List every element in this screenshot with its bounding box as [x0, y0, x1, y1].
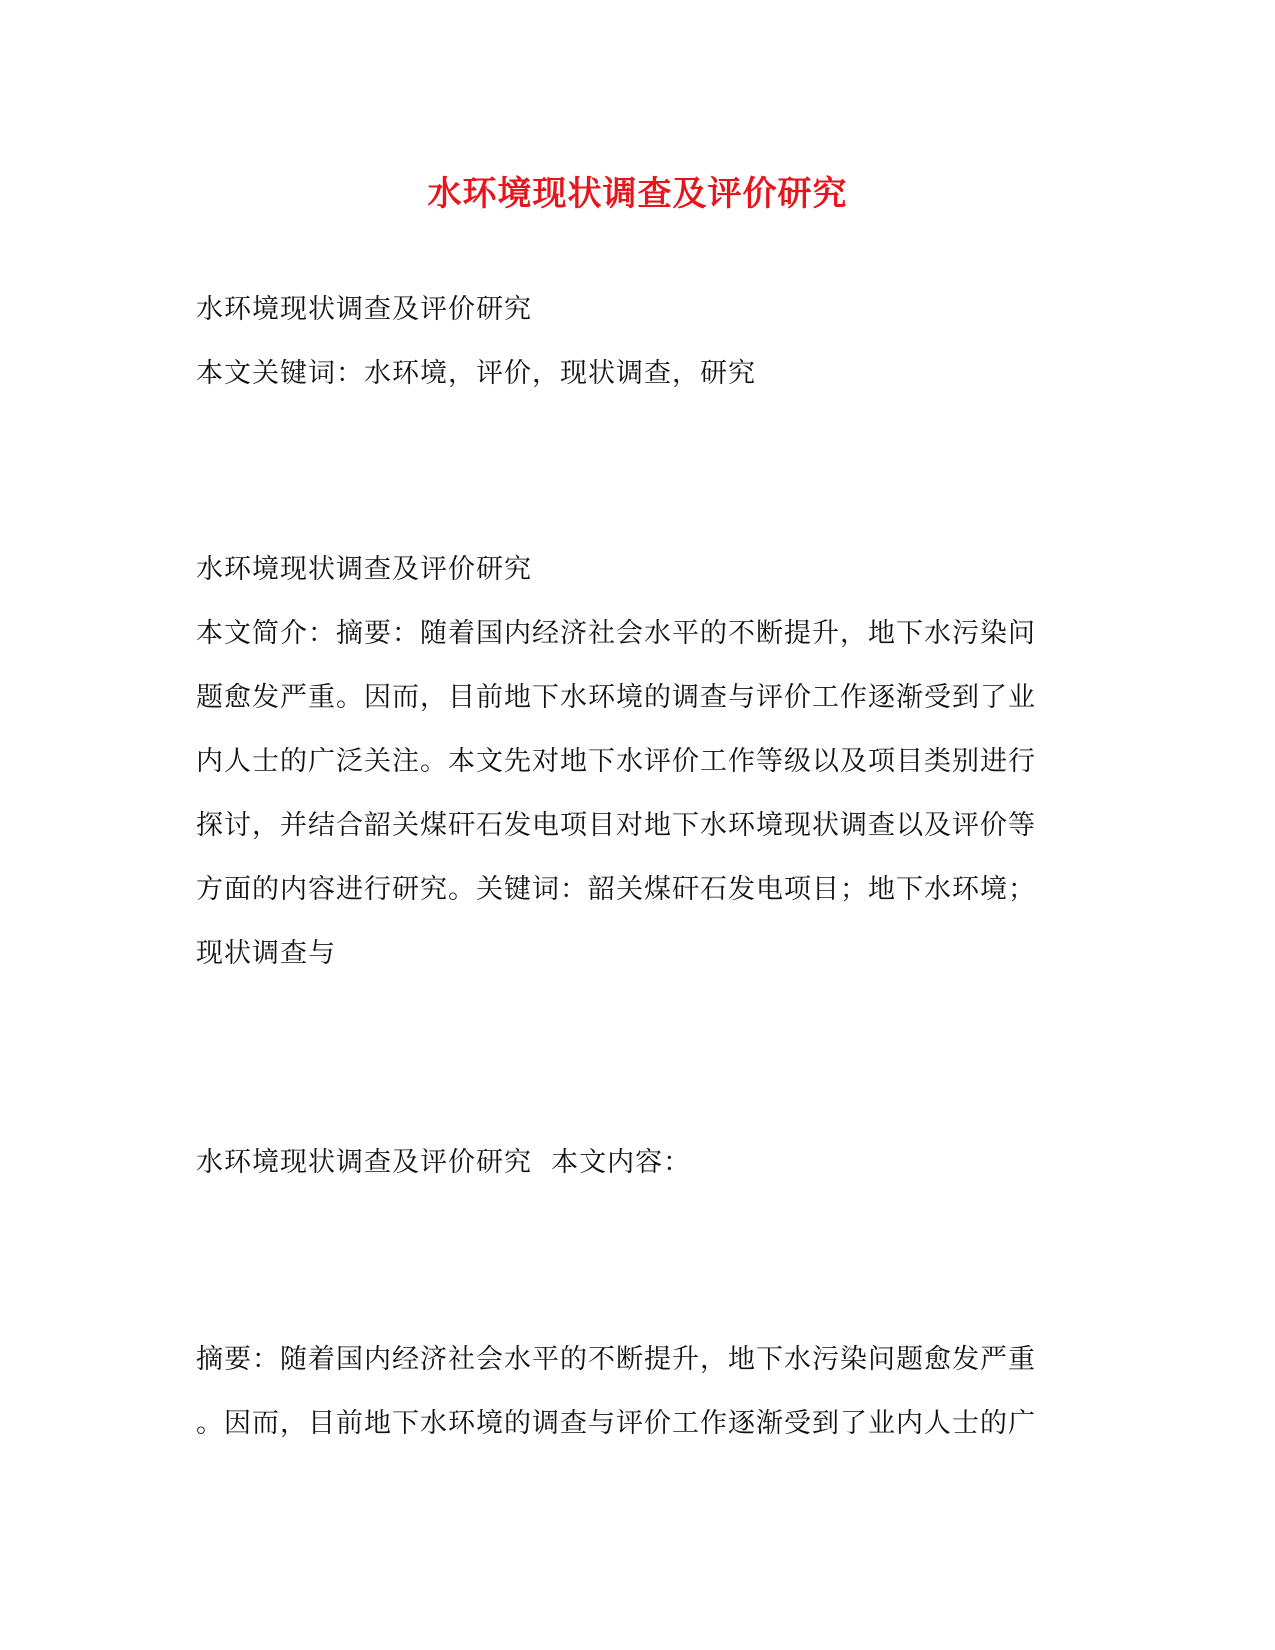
keywords-line: 本文关键词：水环境，评价，现状调查，研究	[196, 358, 756, 389]
summary-line: 探讨，并结合韶关煤矸石发电项目对地下水环境现状调查以及评价等	[196, 810, 1036, 841]
summary-line: 题愈发严重。因而，目前地下水环境的调查与评价工作逐渐受到了业	[196, 682, 1036, 713]
content-heading-block	[196, 1131, 1076, 1195]
intro-block	[196, 278, 1076, 406]
summary-line: 内人士的广泛关注。本文先对地下水评价工作等级以及项目类别进行	[196, 746, 1036, 777]
document-title: 水环境现状调查及评价研究	[427, 174, 848, 214]
content-heading: 水环境现状调查及评价研究 本文内容：	[196, 1147, 692, 1178]
summary-line: 本文简介：摘要：随着国内经济社会水平的不断提升，地下水污染问	[196, 618, 1036, 649]
summary-line: 现状调查与	[196, 938, 336, 969]
intro-heading: 水环境现状调查及评价研究	[196, 294, 532, 325]
summary-block	[196, 538, 1076, 986]
abstract-line: 。因而，目前地下水环境的调查与评价工作逐渐受到了业内人士的广	[196, 1408, 1036, 1439]
summary-line: 方面的内容进行研究。关键词：韶关煤矸石发电项目；地下水环境；	[196, 874, 1036, 905]
abstract-line: 摘要：随着国内经济社会水平的不断提升，地下水污染问题愈发严重	[196, 1344, 1036, 1375]
abstract-block	[196, 1328, 1076, 1456]
summary-heading: 水环境现状调查及评价研究	[196, 554, 532, 585]
